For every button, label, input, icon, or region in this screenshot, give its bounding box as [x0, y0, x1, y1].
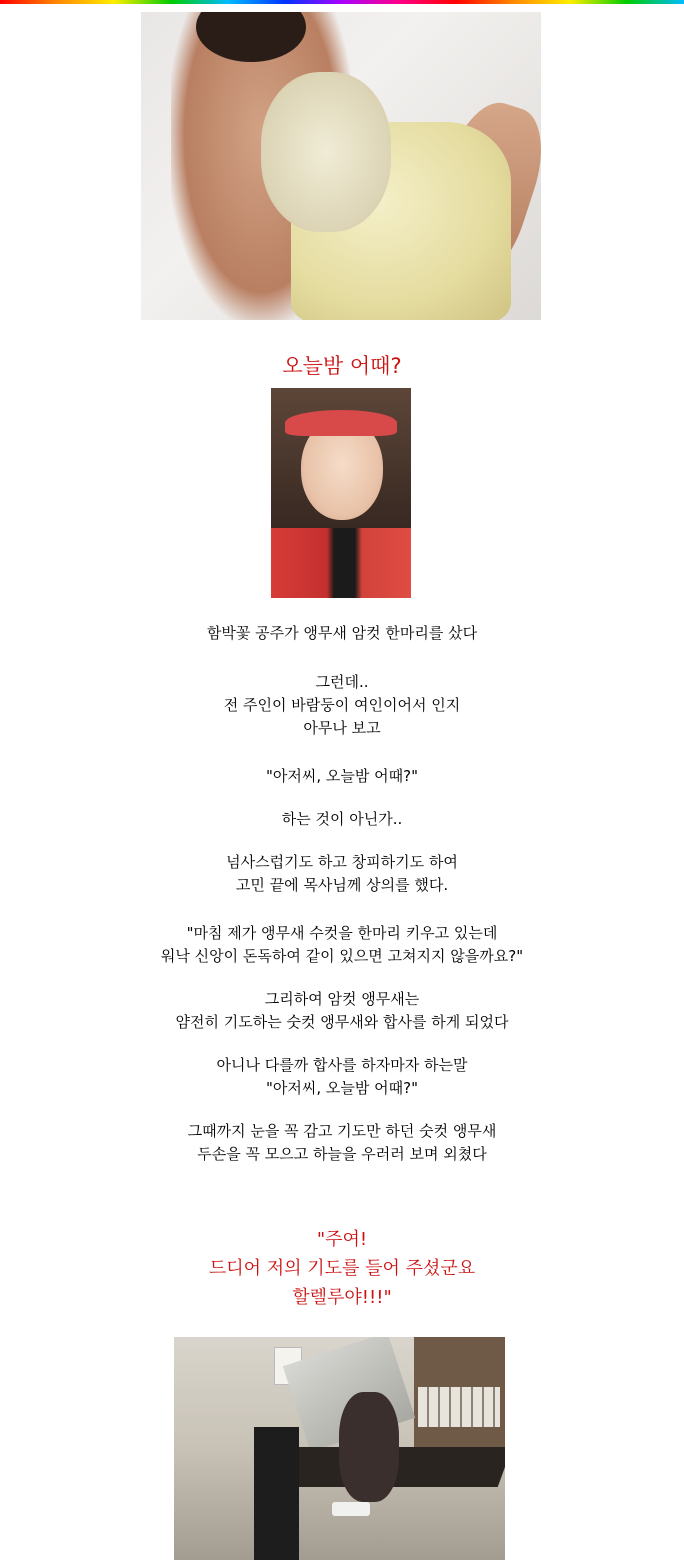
story-paragraph: 그런데.. 전 주인이 바람둥이 여인이어서 인지 아무나 보고 [223, 673, 461, 737]
story-paragraph: 하는 것이 아닌가.. [281, 810, 403, 828]
story-quote: "마침 제가 앵무새 수컷을 한마리 키우고 있는데 워낙 신앙이 돈독하여 같이 있으면 고쳐지지 않을까요?" [160, 924, 524, 965]
story-paragraph: 넘사스럽기도 하고 창피하기도 하여 고민 끝에 목사님께 상의를 했다. [226, 853, 458, 894]
story-paragraph: 그때까지 눈을 꼭 감고 기도만 하던 숫컷 앵무새 두손을 꼭 모으고 하늘을 우러러 보며 외쳤다 [187, 1122, 497, 1163]
photo-shape [285, 410, 397, 436]
photo-shape [332, 1502, 370, 1516]
story-paragraph: 아니나 다를까 합사를 하자마자 하는말 "아저씨, 오늘밤 어때?" [216, 1056, 468, 1097]
photo-shape [254, 1427, 299, 1560]
woman-on-bed-photo [141, 12, 541, 320]
ending-exclamation: "주여! 드디어 저의 기도를 들어 주셨군요 할렐루야!!!" [208, 1229, 476, 1308]
rainbow-top-bar [0, 0, 684, 4]
story-paragraph: 함박꽃 공주가 앵무새 암컷 한마리를 샀다 [206, 624, 478, 642]
portrait-photo [271, 388, 411, 598]
photo-shape [418, 1387, 500, 1427]
photo-shape [261, 72, 391, 232]
story-quote: "아저씨, 오늘밤 어때?" [266, 767, 418, 785]
photo-shape [271, 528, 411, 598]
story-paragraph: 그리하여 암컷 앵무새는 얌전히 기도하는 숫컷 앵무새와 합사를 하게 되었다 [175, 990, 509, 1031]
page-title: 오늘밤 어때? [282, 354, 402, 378]
office-photo [174, 1337, 505, 1560]
photo-shape [339, 1392, 399, 1502]
